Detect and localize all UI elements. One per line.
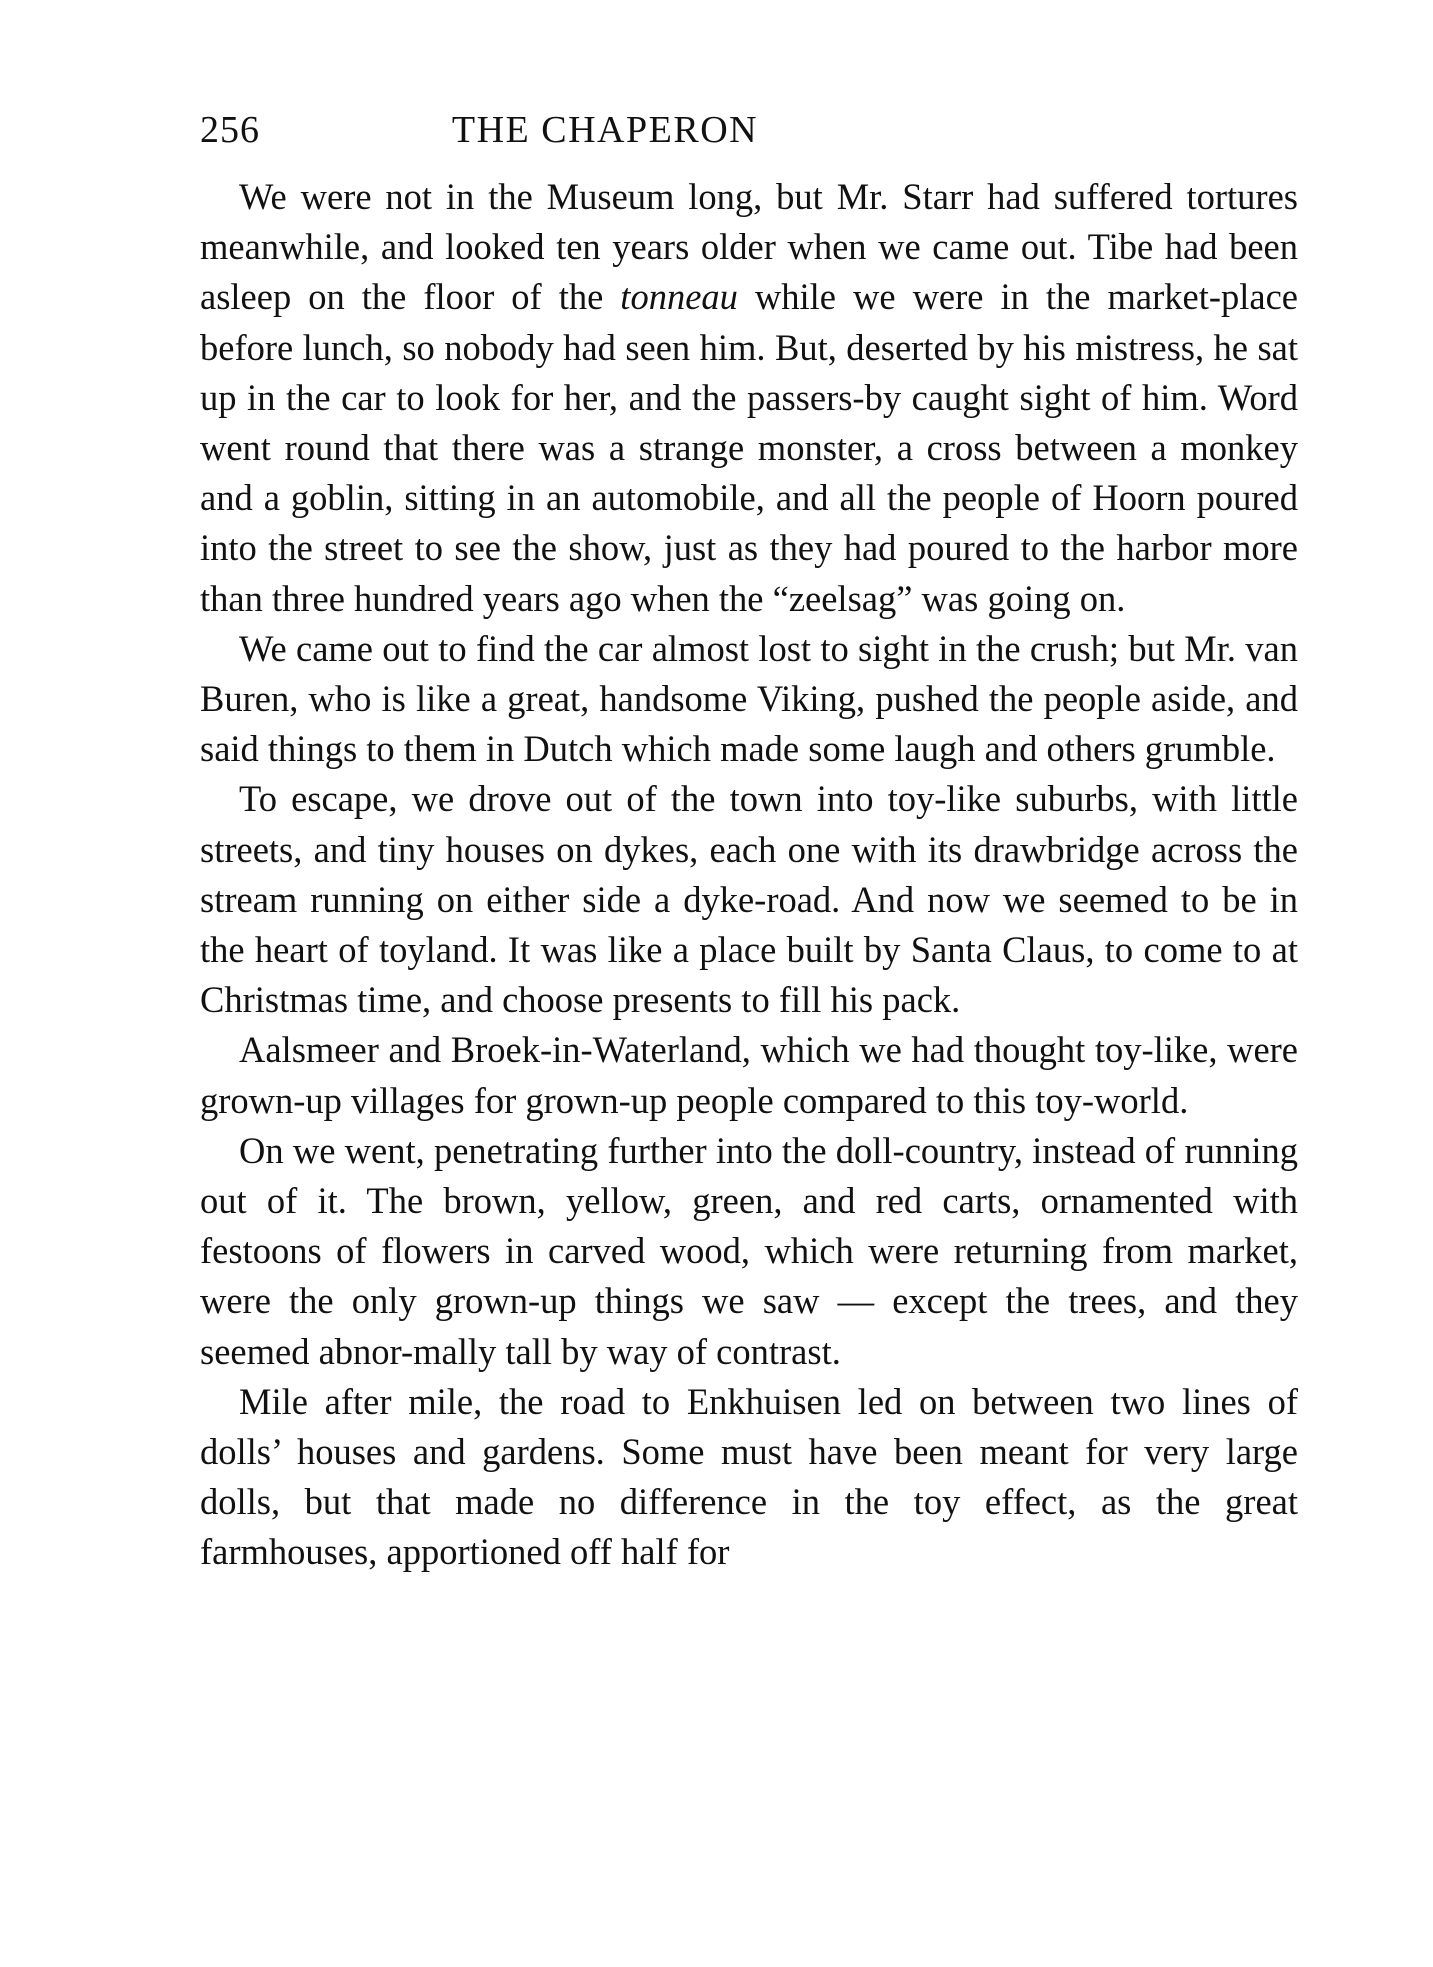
italic-word: tonneau <box>620 276 738 318</box>
paragraph-text: while we were in the market-place before lunch, so nobody had seen him. But, deserted by his mistress, he sat up in the car to look for her, and the passers-by caught sight of him. Word went round that there was a strange monster, a cross between a monkey and a goblin, sitting in an automobile, and all the people of Hoorn poured into the street to see the show, just as they had poured to the harbor more than three hundred years ago when the “zeelsag” was going on. <box>200 276 1298 619</box>
paragraph: We came out to find the car almost lost to sight in the crush; but Mr. van Buren, who is like a great, handsome Viking, pushed the people aside, and said things to them in Dutch which made some laugh and others grumble. <box>200 627 1298 770</box>
running-title: THE CHAPERON <box>451 109 759 151</box>
running-head <box>200 108 1300 164</box>
paragraph: To escape, we drove out of the town into toy-like suburbs, with little streets, and tiny houses on dykes, each one with its drawbridge across the stream running on either side a dyke-road. And now we seemed to be in the heart of toyland. It was like a place built by Santa Claus, to come to at Christmas time, and choose presents to fill his pack. <box>200 778 1298 1021</box>
paragraph-text: We were not in the Museum long, but Mr. Starr had suffered tortures meanwhile, and looked ten years older when we came out. Tibe had been asleep on the floor of the <box>200 176 1298 318</box>
page-number: 256 <box>200 109 260 151</box>
paragraph: Mile after mile, the road to Enkhuisen led on between two lines of dolls’ houses and gardens. Some must have been meant for very large dolls, but that made no difference in the toy effect, as the great farmhouses, apportioned off half for <box>200 1380 1298 1573</box>
paragraph: Aalsmeer and Broek-in-Waterland, which we had thought toy-like, were grown-up villages for grown-up people compared to this toy-world. <box>200 1029 1298 1121</box>
paragraph: On we went, penetrating further into the doll-country, instead of running out of it. The brown, yellow, green, and red carts, ornamented with festoons of flowers in carved wood, which were returning from market, were the only grown-up things we saw — except the trees, and they seemed abnor-mally tall by way of contrast. <box>200 1129 1298 1372</box>
paragraph <box>200 172 1298 624</box>
body-text <box>200 172 1298 1578</box>
